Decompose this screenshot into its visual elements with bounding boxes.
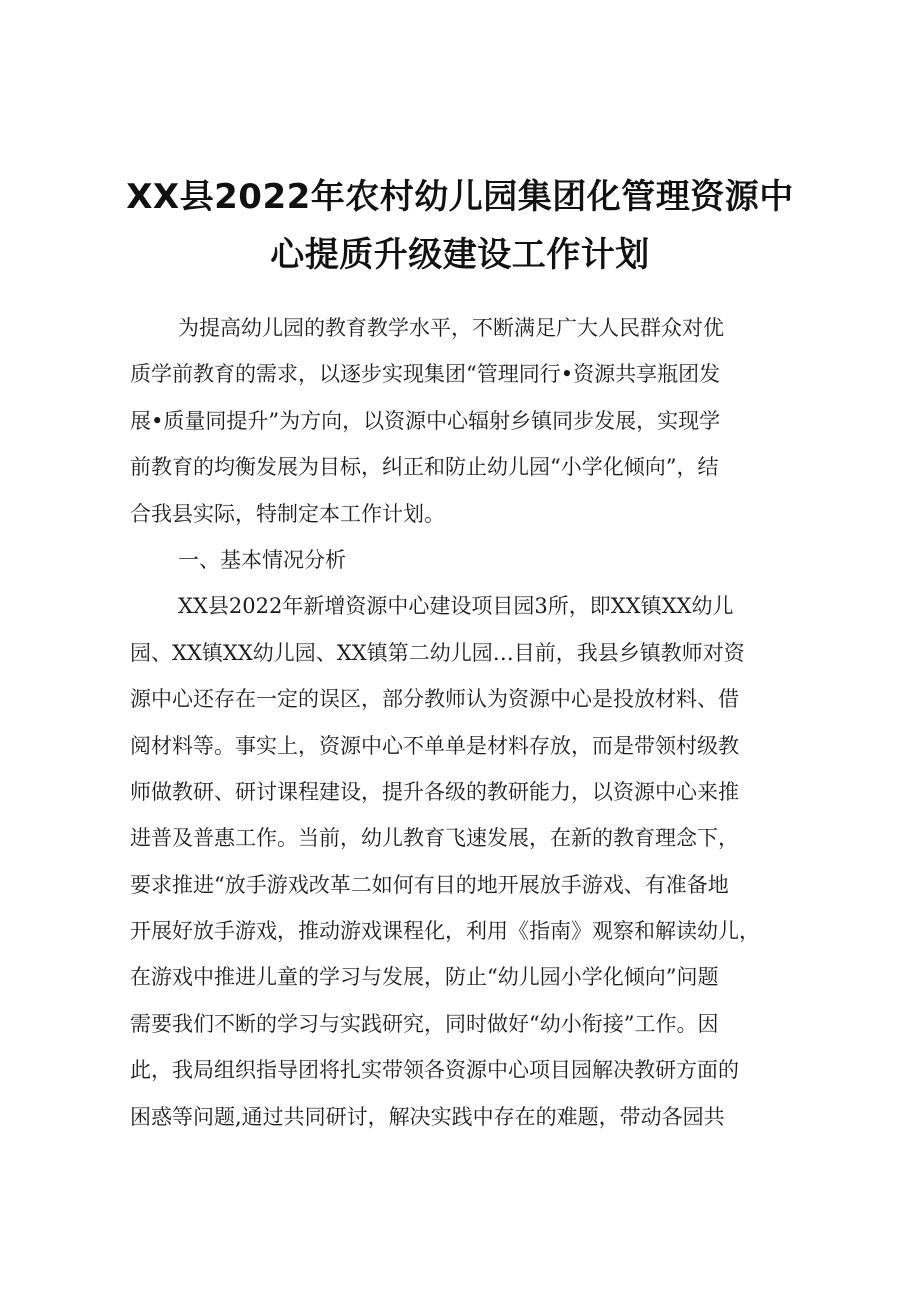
paragraph-line: 开展好放手游戏，推动游戏课程化，利用《指南》观察和解读幼儿，: [130, 919, 760, 944]
paragraph-line: 源中心还存在一定的误区，部分教师认为资源中心是投放材料、借: [130, 687, 739, 712]
paragraph-line: 要求推进“放手游戏改革二如何有目的地开展放手游戏、有准备地: [130, 872, 729, 897]
paragraph-line: 师做教研、研讨课程建设，提升各级的教研能力，以资源中心来推: [130, 779, 739, 804]
paragraph-line: 进普及普惠工作。当前，幼儿教育飞速发展，在新的教育理念下，: [130, 826, 739, 851]
paragraph-line: 合我县实际，特制定本工作计划。: [130, 501, 445, 526]
paragraph-line: 为提高幼儿园的教育教学水平，不断满足广大人民群众对优: [178, 316, 724, 340]
paragraph-line: 困惑等问题,通过共同研讨，解决实践中存在的难题，带动各园共: [130, 1104, 725, 1129]
paragraph-line: 展•质量同提升”为方向，以资源中心辐射乡镇同步发展，实现学: [130, 408, 721, 433]
paragraph-line: 需要我们不断的学习与实践研究，同时做好“幼小衔接”工作。因: [130, 1011, 719, 1036]
document-title: [100, 168, 820, 284]
paragraph-line: 此，我局组织指导团将扎实带领各资源中心项目园解决教研方面的: [130, 1058, 739, 1083]
paragraph-line: 阅材料等。事实上，资源中心不单单是材料存放，而是带领村级教: [130, 733, 739, 758]
paragraph-line: 在游戏中推进儿童的学习与发展，防止“幼儿园小学化倾向”问题: [130, 965, 719, 990]
title-line-2: 心提质升级建设工作计划: [270, 235, 650, 275]
title-line-1: XX县2022年农村幼儿园集团化管理资源中: [126, 177, 794, 217]
document-body: [130, 305, 810, 1140]
paragraph-line: 质学前教育的需求，以逐步实现集团“管理同行•资源共享瓶团发: [130, 362, 721, 387]
paragraph-line: 前教育的均衡发展为目标，纠正和防止幼儿园“小学化倾向”，结: [130, 455, 719, 480]
section-heading: 一、基本情况分析: [178, 547, 346, 572]
paragraph-line: XX县2022年新增资源中心建设项目园3所，即XX镇XX幼儿: [178, 594, 734, 619]
paragraph-line: 园、XX镇XX幼儿园、XX镇第二幼儿园…目前，我县乡镇教师对资: [130, 640, 745, 665]
